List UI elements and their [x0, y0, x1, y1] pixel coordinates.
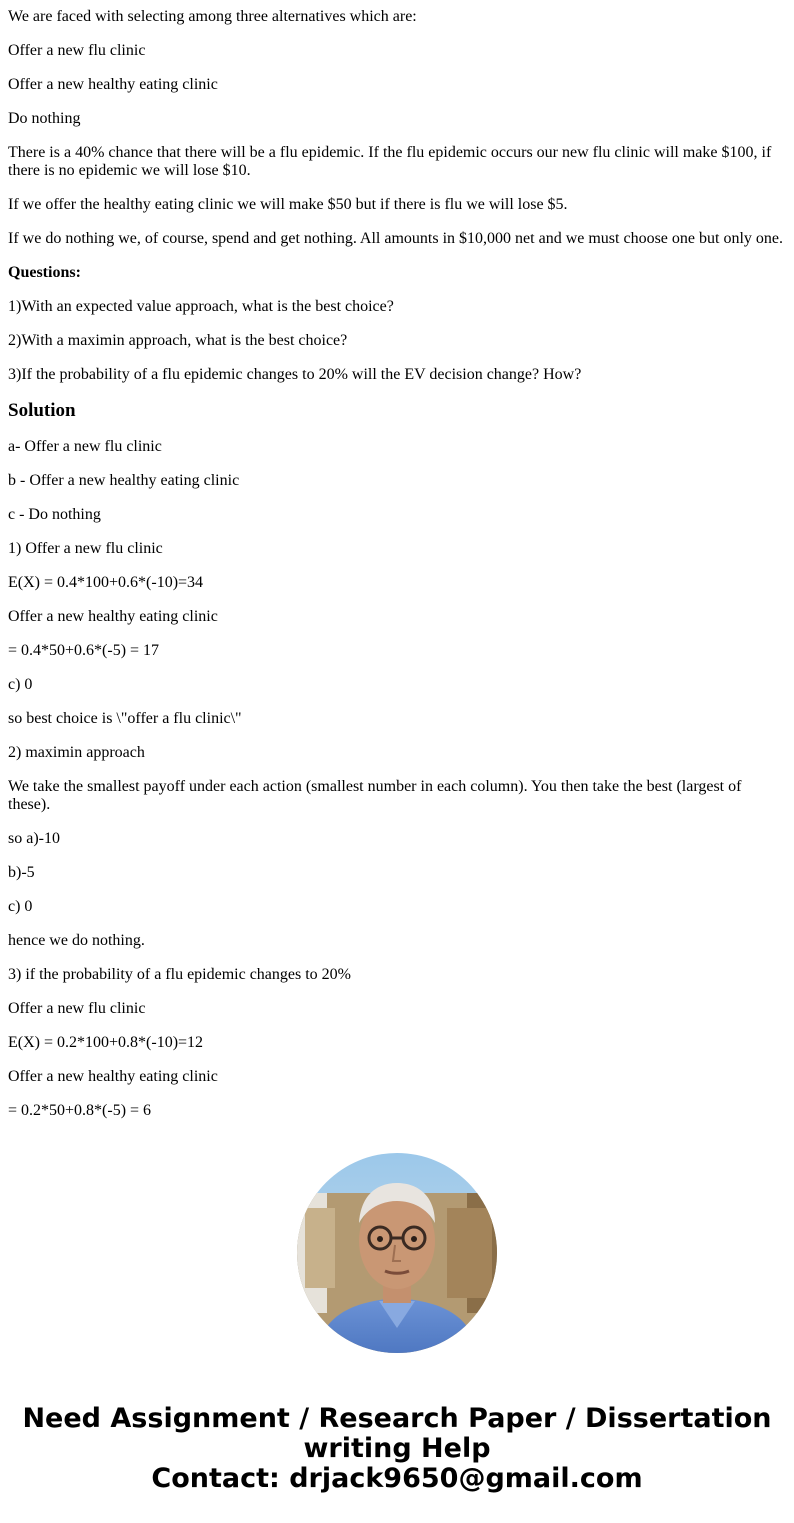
solution-line: b - Offer a new healthy eating clinic — [8, 472, 240, 489]
question-item: 2)With a maximin approach, what is the best choice? — [8, 332, 348, 349]
problem-paragraph: There is a 40% chance that there will be a flu epidemic. If the flu epidemic occurs our new flu clinic will make $100, if there is no epidemic we will lose $10. — [8, 144, 772, 179]
promo-line: Need Assignment / Research Paper / Dissertation — [22, 1403, 772, 1434]
solution-line: c) 0 — [8, 676, 33, 693]
solution-heading: Solution — [8, 400, 76, 421]
solution-line: E(X) = 0.4*100+0.6*(-10)=34 — [8, 574, 204, 591]
solution-line: 3) if the probability of a flu epidemic changes to 20% — [8, 966, 352, 983]
solution-line: = 0.4*50+0.6*(-5) = 17 — [8, 642, 160, 659]
alternative-item: Offer a new healthy eating clinic — [8, 76, 218, 93]
question-item: 1)With an expected value approach, what is the best choice? — [8, 298, 394, 315]
solution-line: E(X) = 0.2*100+0.8*(-10)=12 — [8, 1034, 204, 1051]
solution-line: so best choice is \"offer a flu clinic\" — [8, 710, 242, 727]
alternative-item: Do nothing — [8, 110, 81, 127]
solution-line: 2) maximin approach — [8, 744, 145, 761]
solution-line: Offer a new healthy eating clinic — [8, 1068, 218, 1085]
problem-paragraph: If we do nothing we, of course, spend and get nothing. All amounts in $10,000 net and we must choose one but only one. — [8, 230, 783, 247]
solution-line: We take the smallest payoff under each action (smallest number in each column). You then take the best (largest of these). — [8, 778, 742, 813]
solution-line: 1) Offer a new flu clinic — [8, 540, 163, 557]
solution-line: Offer a new flu clinic — [8, 1000, 146, 1017]
solution-line: a- Offer a new flu clinic — [8, 438, 162, 455]
solution-line: Offer a new healthy eating clinic — [8, 608, 218, 625]
promo-line: writing Help — [303, 1433, 491, 1464]
solution-line: so a)-10 — [8, 830, 60, 847]
author-photo-illustration — [297, 1153, 497, 1353]
solution-line: c - Do nothing — [8, 506, 101, 523]
solution-line: hence we do nothing. — [8, 932, 145, 949]
problem-intro: We are faced with selecting among three alternatives which are: — [8, 8, 417, 25]
alternative-item: Offer a new flu clinic — [8, 42, 146, 59]
author-avatar — [297, 1153, 497, 1353]
promo-banner — [0, 1404, 794, 1494]
solution-line: c) 0 — [8, 898, 33, 915]
question-item: 3)If the probability of a flu epidemic changes to 20% will the EV decision change? How? — [8, 366, 582, 383]
solution-line: = 0.2*50+0.8*(-5) = 6 — [8, 1102, 152, 1119]
solution-line: b)-5 — [8, 864, 35, 881]
questions-heading-text: Questions: — [8, 264, 81, 281]
promo-contact: Contact: drjack9650@gmail.com — [151, 1463, 643, 1494]
problem-paragraph: If we offer the healthy eating clinic we will make $50 but if there is flu we will lose $5. — [8, 196, 568, 213]
questions-heading — [8, 264, 786, 282]
